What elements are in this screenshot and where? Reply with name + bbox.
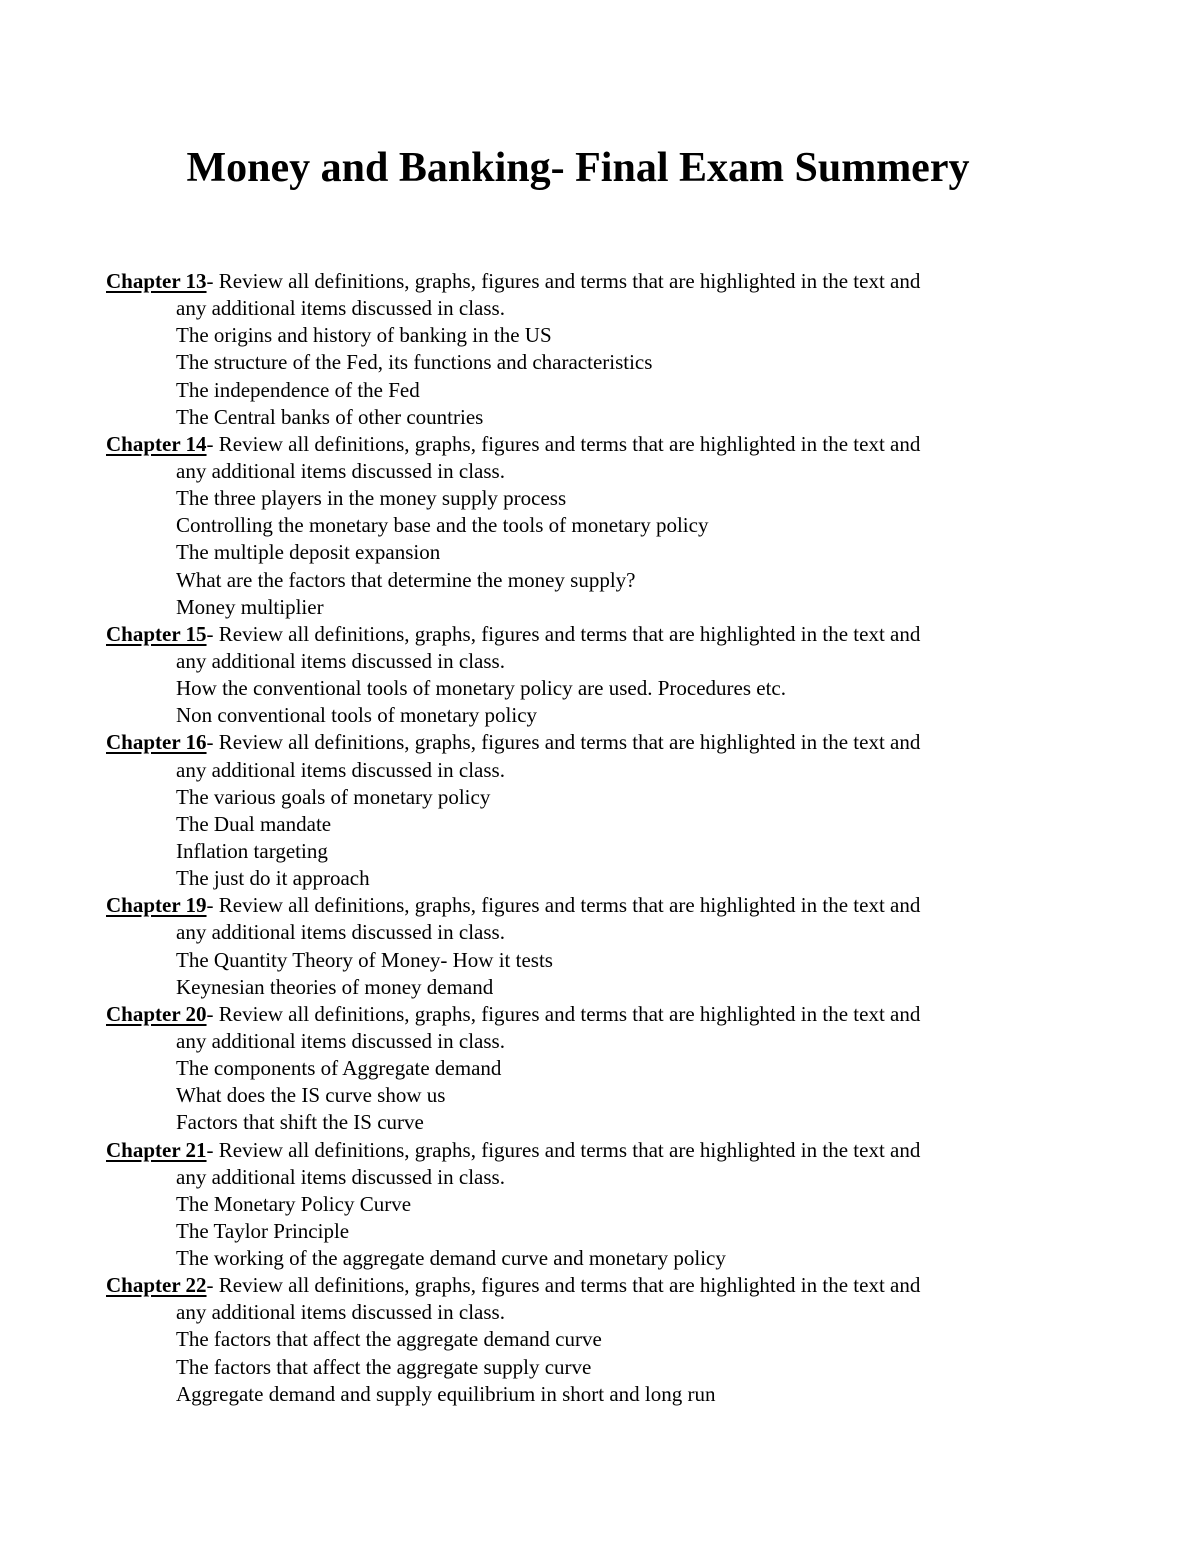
chapter-intro-text: Review all definitions, graphs, figures and terms that are highlighted in the text and xyxy=(218,269,921,293)
chapter-block xyxy=(106,1272,1106,1408)
topic-item: Inflation targeting xyxy=(176,838,328,863)
chapter-intro-continuation: any additional items discussed in class. xyxy=(176,458,505,483)
chapter-heading-line xyxy=(106,1272,1106,1299)
topic-item: The three players in the money supply process xyxy=(176,486,567,511)
chapter-label: Chapter 20 xyxy=(106,1001,207,1026)
topic-item: The factors that affect the aggregate demand curve xyxy=(176,1327,602,1352)
chapter-intro-continuation: any additional items discussed in class. xyxy=(176,757,505,782)
topic-item: The factors that affect the aggregate supply curve xyxy=(176,1354,592,1379)
chapter-label: Chapter 16 xyxy=(106,730,207,755)
chapter-intro-continuation: any additional items discussed in class. xyxy=(176,648,505,673)
topic-item: Aggregate demand and supply equilibrium in short and long run xyxy=(176,1381,716,1406)
chapter-label-separator: - xyxy=(206,1273,219,1298)
chapter-block xyxy=(106,1137,1106,1273)
chapter-block xyxy=(106,1001,1106,1137)
topic-item: The Taylor Principle xyxy=(176,1218,350,1243)
topic-item: Factors that shift the IS curve xyxy=(176,1110,424,1135)
chapter-label: Chapter 21 xyxy=(106,1137,207,1162)
chapter-intro-text: Review all definitions, graphs, figures and terms that are highlighted in the text and xyxy=(218,1273,921,1298)
topic-item: The independence of the Fed xyxy=(176,377,420,402)
topic-item: The Quantity Theory of Money- How it tests xyxy=(176,947,553,972)
topic-item: Keynesian theories of money demand xyxy=(176,974,494,999)
topic-item: The working of the aggregate demand curve and monetary policy xyxy=(176,1246,726,1271)
topic-item: Money multiplier xyxy=(176,594,324,619)
chapter-heading-line xyxy=(106,621,1106,648)
topic-item: The Monetary Policy Curve xyxy=(176,1191,412,1216)
chapter-intro-text: Review all definitions, graphs, figures and terms that are highlighted in the text and xyxy=(218,1137,921,1162)
chapter-label: Chapter 13 xyxy=(106,269,207,293)
chapter-block xyxy=(106,892,1106,1001)
chapter-label-separator: - xyxy=(206,431,219,456)
chapter-heading-line xyxy=(106,892,1106,919)
chapter-intro-continuation: any additional items discussed in class. xyxy=(176,1028,505,1053)
chapter-intro-text: Review all definitions, graphs, figures and terms that are highlighted in the text and xyxy=(218,431,921,456)
topic-item: How the conventional tools of monetary policy are used. Procedures etc. xyxy=(176,676,786,701)
topic-item: The various goals of monetary policy xyxy=(176,784,491,809)
chapter-intro-text: Review all definitions, graphs, figures and terms that are highlighted in the text and xyxy=(218,1001,921,1026)
chapter-heading-line xyxy=(106,268,1106,295)
page-title xyxy=(0,142,1156,194)
chapter-intro-continuation: any additional items discussed in class. xyxy=(176,920,505,945)
topic-item: Controlling the monetary base and the tools of monetary policy xyxy=(176,513,709,538)
topic-item: The components of Aggregate demand xyxy=(176,1056,502,1081)
chapter-block xyxy=(106,621,1106,730)
topic-item: The multiple deposit expansion xyxy=(176,540,441,565)
chapter-label: Chapter 14 xyxy=(106,431,207,456)
chapter-heading-line xyxy=(106,431,1106,458)
chapter-label-separator: - xyxy=(206,893,219,918)
topic-item: The Central banks of other countries xyxy=(176,404,484,429)
chapter-intro-continuation: any additional items discussed in class. xyxy=(176,1300,505,1325)
topic-item: The just do it approach xyxy=(176,866,370,891)
chapter-intro-text: Review all definitions, graphs, figures and terms that are highlighted in the text and xyxy=(218,621,921,646)
topic-item: What are the factors that determine the money supply? xyxy=(176,567,636,592)
chapter-label-separator: - xyxy=(206,1001,219,1026)
chapter-intro-continuation: any additional items discussed in class. xyxy=(176,1164,505,1189)
chapter-label-separator: - xyxy=(206,621,219,646)
chapter-label: Chapter 22 xyxy=(106,1273,207,1298)
chapter-block xyxy=(106,431,1106,621)
chapter-block xyxy=(106,268,1106,431)
chapter-block xyxy=(106,729,1106,892)
chapter-label-separator: - xyxy=(206,269,219,293)
chapter-label: Chapter 19 xyxy=(106,893,207,918)
chapter-list xyxy=(106,268,1106,1408)
topic-item: The structure of the Fed, its functions and characteristics xyxy=(176,350,653,375)
chapter-label-separator: - xyxy=(206,730,219,755)
topic-item: Non conventional tools of monetary policy xyxy=(176,703,538,728)
chapter-label-separator: - xyxy=(206,1137,219,1162)
topic-item: What does the IS curve show us xyxy=(176,1083,446,1108)
chapter-heading-line xyxy=(106,729,1106,756)
chapter-heading-line xyxy=(106,1001,1106,1028)
chapter-intro-text: Review all definitions, graphs, figures and terms that are highlighted in the text and xyxy=(218,893,921,918)
chapter-intro-continuation: any additional items discussed in class. xyxy=(176,296,505,321)
chapter-label: Chapter 15 xyxy=(106,621,207,646)
chapter-heading-line xyxy=(106,1137,1106,1164)
topic-item: The origins and history of banking in the US xyxy=(176,323,552,348)
topic-item: The Dual mandate xyxy=(176,811,332,836)
page-title-text: Money and Banking- Final Exam Summery xyxy=(186,145,970,191)
chapter-intro-text: Review all definitions, graphs, figures and terms that are highlighted in the text and xyxy=(218,730,921,755)
